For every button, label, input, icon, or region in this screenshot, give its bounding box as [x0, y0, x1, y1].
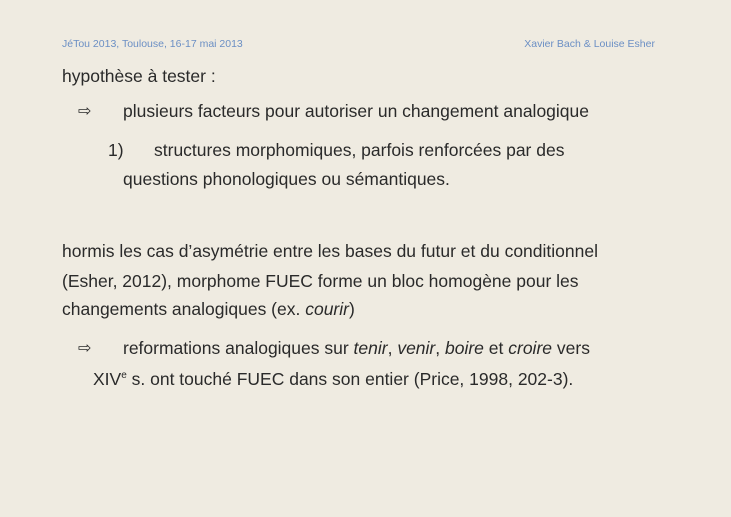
paragraph-line2: (Esher, 2012), morphome FUEC forme un bloc homogène pour les [62, 271, 579, 291]
paragraph-line3 [62, 296, 355, 322]
bullet-factors: plusieurs facteurs pour autoriser un changement analogique [123, 101, 589, 121]
sub-item-line2: questions phonologiques ou sémantiques. [123, 169, 450, 189]
century-numeral: XIV [93, 369, 122, 389]
verb-tenir: tenir [353, 338, 388, 358]
comma: , [435, 338, 445, 358]
numbered-marker: 1) [108, 140, 124, 160]
header-right: Xavier Bach & Louise Esher [524, 38, 655, 50]
verb-croire: croire [508, 338, 553, 358]
sub-item-line1: structures morphomiques, parfois renforcées par des [154, 140, 565, 160]
header-left: JéTou 2013, Toulouse, 16-17 mai 2013 [62, 38, 243, 50]
bullet-reformations [123, 335, 590, 361]
arrow-right-icon: ⇨ [78, 338, 92, 357]
reformations-text: reformations analogiques sur [123, 338, 354, 358]
paragraph-line1: hormis les cas d’asymétrie entre les bases du futur et du conditionnel [62, 241, 598, 261]
comma: , [387, 338, 398, 358]
line3-text: changements analogiques (ex. [62, 299, 306, 319]
reformations-tail: vers [552, 338, 590, 358]
hypothesis-heading: hypothèse à tester : [62, 66, 216, 86]
verb-boire: boire [445, 338, 484, 358]
example-verb: courir [305, 299, 349, 319]
line3-close: ) [348, 299, 355, 319]
conjunction: et [483, 338, 509, 358]
arrow-right-icon: ⇨ [78, 101, 92, 120]
reformations-continuation [93, 366, 573, 392]
continuation-text: s. ont touché FUEC dans son entier (Price, 1998, 202-3). [126, 369, 574, 389]
verb-venir: venir [397, 338, 436, 358]
century-superscript: e [121, 370, 127, 381]
